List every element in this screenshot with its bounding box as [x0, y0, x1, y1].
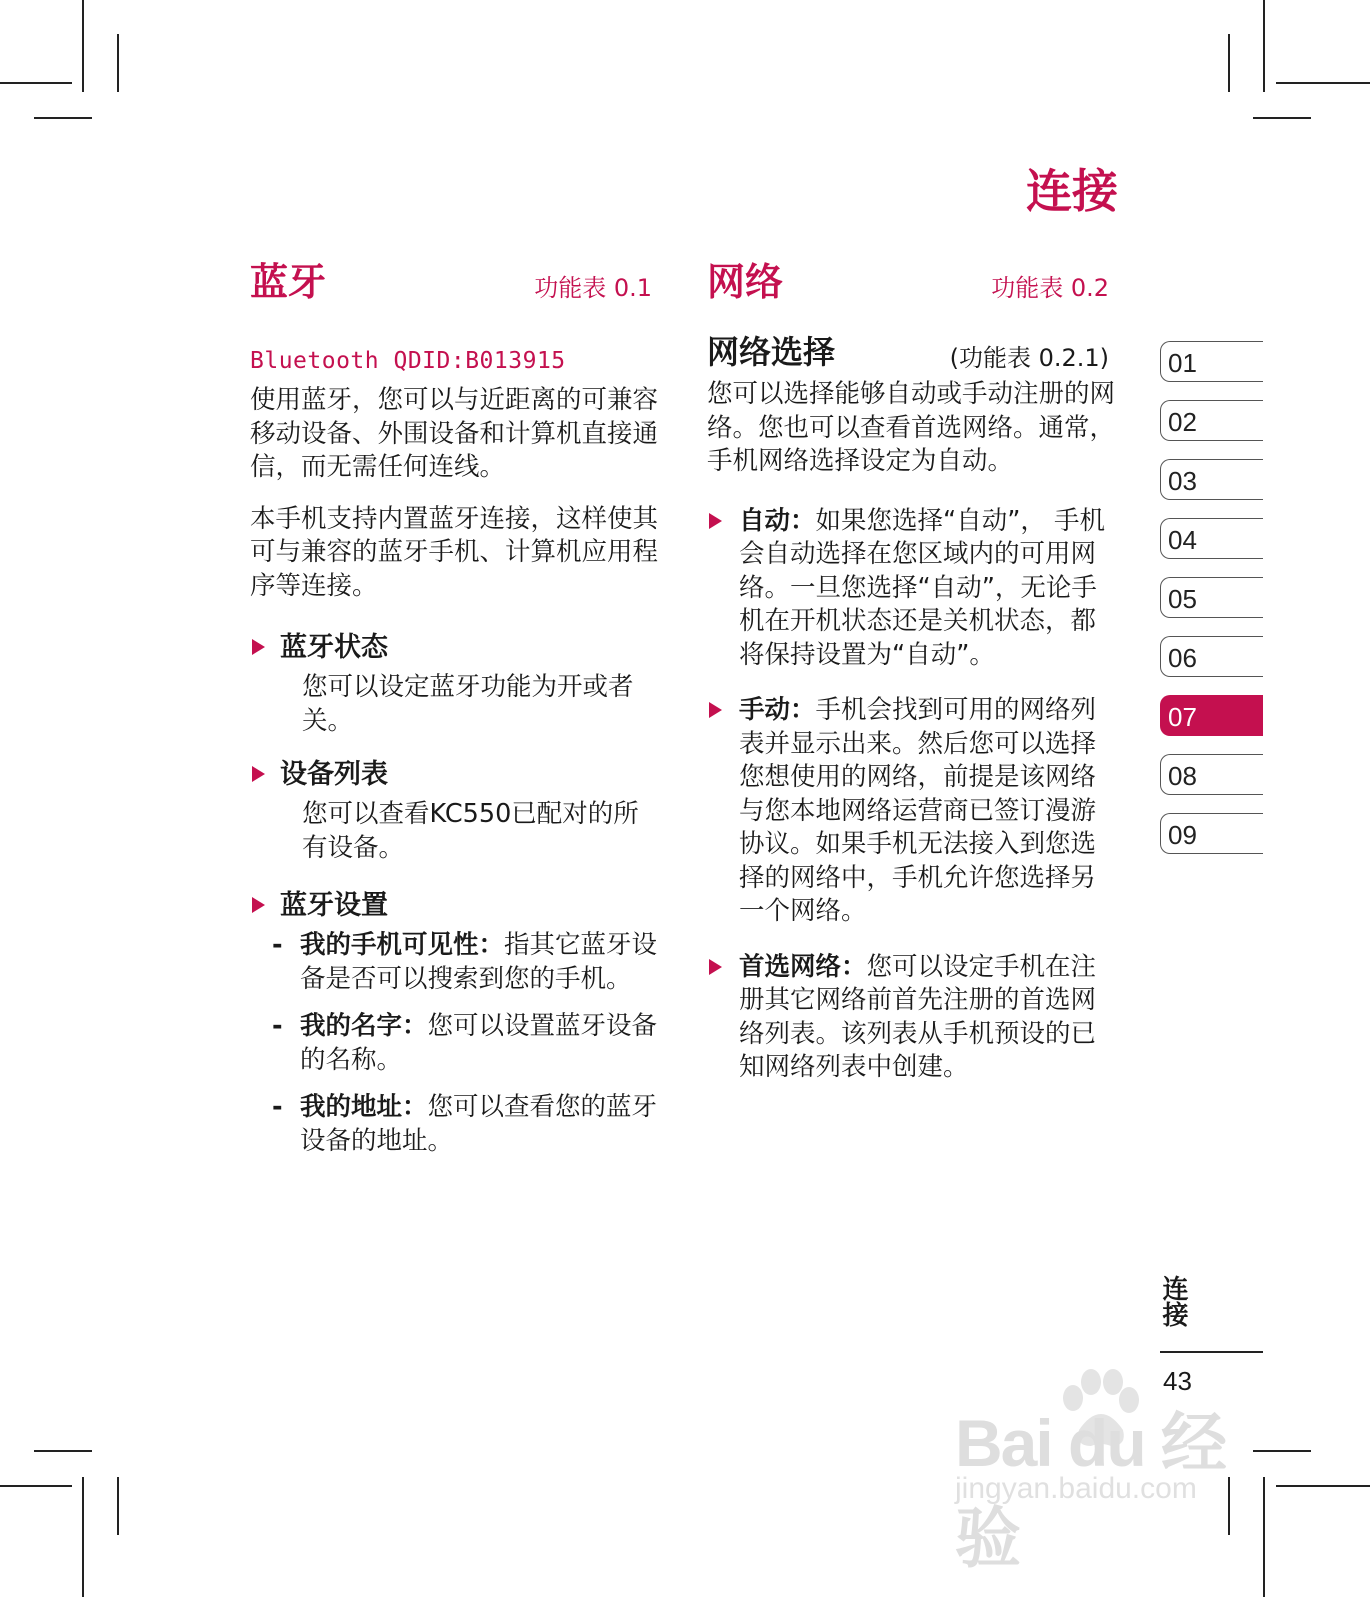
- menu-ref: 功能表 0.2: [991, 274, 1109, 302]
- network-option: [707, 505, 1121, 673]
- setting-item: [250, 929, 664, 996]
- menu-ref: 功能表 0.1: [534, 274, 652, 302]
- dash-marker: -: [272, 930, 283, 960]
- chapter-tab-08[interactable]: [1160, 754, 1263, 795]
- bullet-body: 您可以设定蓝牙功能为开或者关。: [302, 672, 634, 736]
- tab-label: 01: [1168, 348, 1197, 378]
- option-desc: 手机会找到可用的网络列表并显示出来。然后您可以选择您想使用的网络，前提是该网络与您本地网络运营商已签订漫游协议。如果手机无法接入到您选择的网络中，手机允许您选择另一个网络。: [739, 695, 1097, 926]
- triangle-bullet-icon: [252, 639, 265, 655]
- triangle-bullet-icon: [709, 959, 722, 975]
- crop-mark: [1228, 34, 1230, 92]
- section-title: 网络: [707, 260, 784, 304]
- crop-mark: [1276, 82, 1370, 84]
- network-option: [707, 951, 1121, 1085]
- intro-paragraph: 您可以选择能够自动或手动注册的网络。您也可以查看首选网络。通常，手机网络选择设定为自动。: [707, 379, 1116, 476]
- tab-label: 07: [1168, 702, 1197, 732]
- setting-desc: 您可以设置蓝牙设备的名称。: [300, 1011, 658, 1075]
- crop-mark: [1276, 1485, 1370, 1487]
- tab-label: 04: [1168, 525, 1197, 555]
- option-desc: 如果您选择“自动”， 手机会自动选择在您区域内的可用网络。一旦您选择“自动”，无论手机在开机状态还是关机状态，都将保持设置为“自动”。: [739, 505, 1106, 670]
- crop-mark: [82, 1477, 84, 1597]
- chapter-tab-07[interactable]: [1160, 695, 1263, 736]
- setting-term: 我的手机可见性：: [300, 930, 505, 960]
- triangle-bullet-icon: [252, 897, 265, 913]
- triangle-bullet-icon: [709, 513, 722, 529]
- bluetooth-section: [250, 258, 664, 1158]
- network-option: [707, 694, 1121, 929]
- page-number: 43: [1163, 1366, 1192, 1396]
- chapter-tab-09[interactable]: [1160, 813, 1263, 854]
- crop-mark: [1253, 117, 1311, 119]
- bluetooth-header: [250, 258, 664, 314]
- bullet-item: [250, 631, 664, 738]
- tab-label: 05: [1168, 584, 1197, 614]
- chapter-tab-01[interactable]: [1160, 341, 1263, 382]
- tab-label: 06: [1168, 643, 1197, 673]
- network-header: [707, 258, 1121, 314]
- chapter-tab-03[interactable]: [1160, 459, 1263, 500]
- chapter-tab-05[interactable]: [1160, 577, 1263, 618]
- setting-item: [250, 1091, 664, 1158]
- bluetooth-qdid: Bluetooth QDID:B013915: [250, 348, 566, 374]
- chapter-title: 连接: [1026, 164, 1118, 218]
- tab-label: 03: [1168, 466, 1197, 496]
- chapter-tabs: [1160, 341, 1263, 872]
- crop-mark: [34, 117, 92, 119]
- chapter-tab-04[interactable]: [1160, 518, 1263, 559]
- watermark-brand: Bai du 经验: [955, 1406, 1226, 1575]
- bullet-item: [250, 889, 664, 923]
- triangle-bullet-icon: [252, 766, 265, 782]
- watermark-url: jingyan.baidu.com: [955, 1472, 1197, 1505]
- watermark: [955, 1368, 1265, 1575]
- option-term: 手动：: [739, 695, 816, 725]
- crop-mark: [0, 82, 72, 84]
- dash-marker: -: [272, 1092, 283, 1122]
- section-title: 蓝牙: [250, 260, 327, 304]
- option-term: 自动：: [739, 505, 816, 536]
- submenu-ref: (功能表 0.2.1): [949, 344, 1109, 372]
- setting-desc: 指其它蓝牙设备是否可以搜索到您的手机。: [300, 930, 658, 994]
- tab-label: 09: [1168, 820, 1197, 850]
- network-section: [707, 258, 1121, 1085]
- tab-label: 08: [1168, 761, 1197, 791]
- page-rule: [1160, 1351, 1263, 1353]
- crop-mark: [117, 1477, 119, 1535]
- tab-label: 02: [1168, 407, 1197, 437]
- triangle-bullet-icon: [709, 702, 722, 718]
- crop-mark: [117, 34, 119, 92]
- subsection-title: 网络选择: [707, 333, 836, 371]
- chapter-tab-02[interactable]: [1160, 400, 1263, 441]
- setting-item: [250, 1010, 664, 1077]
- option-desc: 您可以设定手机在注册其它网络前首先注册的首选网络列表。该列表从手机预设的已知网络列表中创建。: [739, 951, 1097, 1082]
- crop-mark: [34, 1450, 92, 1452]
- paragraph: 使用蓝牙，您可以与近距离的可兼容移动设备、外围设备和计算机直接通信，而无需任何连线。: [250, 385, 659, 482]
- setting-term: 我的名字：: [300, 1011, 428, 1041]
- bullet-item: [250, 758, 664, 865]
- crop-mark: [82, 0, 84, 92]
- paragraph: 本手机支持内置蓝牙连接，这样使其可与兼容的蓝牙手机、计算机应用程序等连接。: [250, 503, 659, 601]
- bullet-heading: 蓝牙状态: [280, 632, 388, 663]
- crop-mark: [0, 1485, 72, 1487]
- subsection-header: [707, 332, 1121, 374]
- setting-desc: 您可以查看您的蓝牙设备的地址。: [300, 1092, 658, 1156]
- side-chapter-label: 连接: [1158, 1275, 1188, 1327]
- crop-mark: [1263, 0, 1265, 92]
- bullet-heading: 蓝牙设置: [280, 890, 388, 921]
- bullet-body: 您可以查看KC550已配对的所有设备。: [302, 799, 639, 863]
- setting-term: 我的地址：: [300, 1092, 428, 1122]
- chapter-tab-06[interactable]: [1160, 636, 1263, 677]
- dash-marker: -: [272, 1011, 283, 1041]
- option-term: 首选网络：: [739, 951, 867, 982]
- bullet-heading: 设备列表: [280, 759, 388, 790]
